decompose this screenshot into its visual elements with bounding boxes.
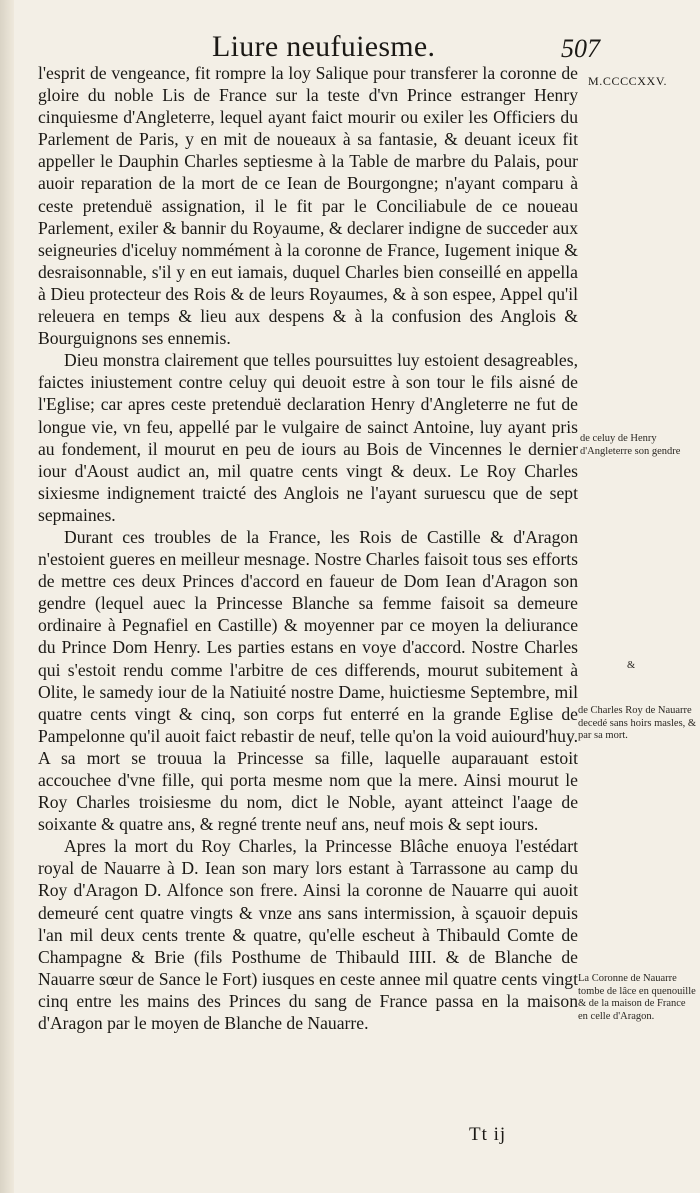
paragraph-3: Durant ces troubles de la France, les Rois de Castille & d'Aragon n'estoient gueres en meilleur mesnage. Nostre Charles faisoit tous ses efforts de mettre ces deux Princes d'accord en faueur de Dom Iean d'Aragon son gendre (lequel auec la Princesse Blanche sa femme faisoit sa demeure ordinaire à Pegnafiel en Castille) & moyenner par ce moyen la deliurance du Prince Dom Henry. Les parties estans en voye d'accord. Nostre Charles qui s'estoit rendu comme l'arbitre de ces differends, mourut subitement à Olite, le samedy iour de la Natiuité nostre Dame, huictiesme Septembre, mil quatre cents vingt & cinq, son corps fut enterré en la grande Eglise de Pampelonne qu'il auoit faict rebastir de neuf, telle qu'on la void auiourd'huy. A sa mort se trouua la Princesse sa fille, laquelle auparauant estoit accouchee d'vne fille, qui porta mesme nom que la mere. Ainsi mourut le Roy Charles troisiesme du nom, dict le Noble, ayant atteinct l'aage de soixante & quatre ans, & regné trente neuf ans, neuf mois & sept iours.: [38, 526, 578, 835]
margin-note-crown-passes: La Coronne de Nauarre tombe de lâce en quenouille & de la maison de France en celle d'Aragon.: [578, 973, 696, 1022]
margin-note-henry-death: de celuy de Henry d'Angleterre son gendre: [580, 433, 681, 457]
main-text: [38, 62, 578, 1034]
page-number: 507: [561, 34, 600, 63]
year-marker: M.CCCCXXV.: [588, 74, 668, 88]
margin-note-charles-death: de Charles Roy de Nauarre decedé sans hoirs masles, & par sa mort.: [578, 705, 697, 741]
paragraph-1: l'esprit de vengeance, fit rompre la loy Salique pour transferer la coronne de gloire du noble Lis de France sur la teste d'vn Prince estranger Henry cinquiesme d'Angleterre, lequel ayant faict mourir ou exiler les Officiers du Parlement de Paris, y en mit de noueaux à sa fantasie, & deuant iceux fit appeller le Dauphin Charles septiesme à la Table de marbre du Palais, pour auoir reparation de la mort de ce Iean de Bourgongne; n'ayant comparu à ceste pretenduë assignation, il le fit par le Conciliabule de ce noueau Parlement, exiler & bannir du Royaume, & declarer indigne de succeder aux seigneuries d'iceluy nommément à la coronne de France, Iugement inique & desraisonnable, s'il y en eut iamais, duquel Charles bien conseillé en appella à Dieu protecteur des Rois & de leurs Royaumes, & à son espee, Appel qu'il releuera en temps & lieu aux despens & à la confusion des Anglois & Bourguignons ses ennemis.: [38, 63, 578, 349]
paragraph-2: Dieu monstra clairement que telles poursuittes luy estoient desagreables, faictes iniustement contre celuy qui deuoit estre à son tour le fils aisné de l'Eglise; car apres ceste pretenduë declaration Henry d'Angleterre ne fut de longue vie, vn feu, appellé par le vulgaire de sainct Antoine, luy ayant pris au fondement, il mourut en peu de iours au Bois de Vincennes le dernier iour d'Aoust audict an, mil quatre cents vingt & deux. Le Roy Charles sixiesme indignement traicté des Anglois ne l'ayant suruescu que de sept sepmaines.: [38, 350, 578, 525]
binding-gutter: [0, 0, 14, 1193]
signature-mark: Tt ij: [469, 1124, 507, 1145]
running-title: Liure neufuiesme.: [212, 30, 436, 63]
margin-note-ampersand: &: [627, 660, 636, 671]
paragraph-4: Apres la mort du Roy Charles, la Princesse Blâche enuoya l'estédart royal de Nauarre à D. Iean son mary lors estant à Tarrassone au camp du Roy d'Aragon D. Alfonce son frere. Ainsi la coronne de Nauarre qui auoit demeuré cent quatre vingts & vnze ans sans intermission, à sçauoir depuis l'an mil deux cents trente & quatre, qu'elle escheut à Thibauld Comte de Champagne & Brie (fils Posthume de Thibauld IIII. & de Blanche de Nauarre sœur de Sance le Fort) iusques en ceste annee mil quatre cents vingt cinq entre les mains des Princes du sang de France passa en la maison d'Aragon par le moyen de Blanche de Nauarre.: [38, 836, 578, 1034]
